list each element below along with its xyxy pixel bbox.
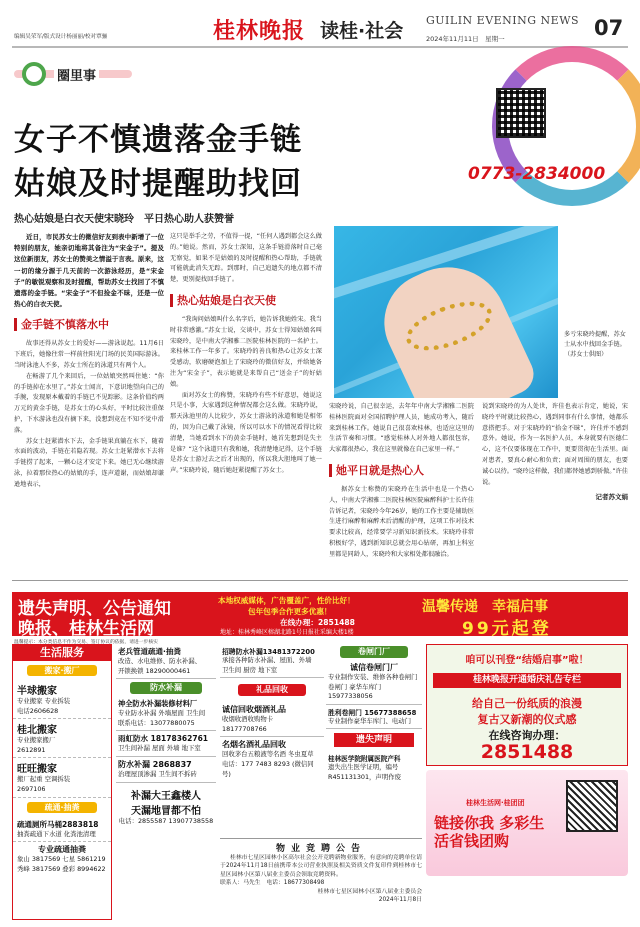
property-notice (220, 838, 422, 920)
article-paragraph: 故事还得从苏女士的爱好——游泳说起。11月6日下班后，她像往常一样前往阳光门场的民美国际游泳。当时泳池人不多，苏女士所在的泳道只有两个人。 (14, 340, 164, 370)
ring-icon (22, 62, 46, 86)
group-buy-top: 桂林生活网·桂团团 (466, 799, 525, 807)
group-buy-ad (426, 770, 628, 876)
wedding-line: 给自己一份纸质的浪漫 (472, 697, 582, 710)
hotline-number: 0773-2834000 (468, 164, 606, 184)
photo-caption: 多亏宋晓玲提醒，苏女士从水中找回金手链。（苏女士供图） (564, 331, 626, 358)
article-column-2 (170, 232, 322, 477)
ad-item: 神全防水补漏装修材料厂 专业防水补漏 外墙屋面 卫生间 联系电话：13077880075 (116, 697, 216, 731)
wedding-top: 咱可以刊登“结婚启事”啦！ (465, 655, 589, 666)
column-tag-label: 圈里事 (54, 65, 99, 84)
notice-date: 2024年11月8日 (378, 897, 422, 904)
roller-door-tag: 卷闸门厂 (340, 646, 408, 658)
group-buy-title: 链接你我 多彩生活省钱团购 (434, 814, 545, 850)
column-tag (14, 62, 132, 86)
article-column-4 (482, 402, 628, 501)
article-paragraph: 在畅游了几个来回后，一位姑娘突然叫住她：“你的手链掉在水里了。”苏女士闻言，下意识地望向自己的手腕，发现原本戴着的手链已不见踪影。这条价值约两万元的黄金手链，是苏女士的心头好，平时比较注重保护，下水游泳也没有摘下来，没想到竟在不知不觉中滑落。 (14, 372, 164, 434)
ad-item: 名烟名酒礼品回收 回收茅台五粮液等名酒 冬虫夏草 电话：177 7483 8293 (微信同号) (222, 740, 314, 778)
waterproof-tag: 防水补漏 (130, 682, 202, 694)
ad-item: 桂林医学院附属医院产科 遗失出生医学证明，编号 R451131301，声明作废 (328, 755, 401, 781)
section-heading-3: 她平日就是热心人 (329, 464, 474, 477)
ad-item: 专业疏通抽粪 象山 3817569 七星 5861219 秀峰 3817569 叠彩 8994622 (17, 845, 106, 873)
qr-code-icon[interactable] (496, 88, 546, 138)
article-column-1 (14, 232, 164, 491)
ad-item: 老兵管道疏通·抽粪 改造、水电维修、防水补漏、 开锁换锁 18290000461 (116, 644, 216, 679)
ad-item: 雨虹防水 18178362761 卫生间补漏 屋面 外墙 地下室 (116, 731, 216, 757)
article-lead: 近日，市民苏女士的微信好友到表中新增了一位特别的朋友，她亲切地将其备注为“宋金子”。提及这位新朋友，苏女士的赞美之情溢于言表。原来，这一切的缘分源于几天前的一次游泳经历，是“宋金子”的敏锐观察和及时提醒，帮助苏女士找回了不慎遗落的金手链。“宋金子”不但捡金不昧，还是一位热心的白衣天使。 (14, 233, 164, 309)
ad-item: 半球搬家 专业搬家 专业拆装 电话2606628 (13, 680, 111, 719)
notice-body: 桂林市七星区园林小区高尔社会公开竞聘新物业服务，有意向的竞聘单位请于2024年11月18日前携带本公司营业执照及相关资质文件复印件到桂林市七星区园林小区第八届业主委员会领取竞聘资料。 (220, 855, 422, 878)
headline-line-2: 姑娘及时提醒助找回 (14, 166, 302, 202)
notice-title: 物业竞聘公告 (275, 844, 366, 854)
article-paragraph: 苏女士赶紧潜水下去，金手链果真躺在水下，随着水面的波动，手链在若隐若现。苏女士赶紧潜水下去将手链捞了起来，一颗心这才安定下来。她已无心继续游泳，拉着那位热心的姑娘的手，连声道谢，而姑娘却谦逊地表示， (14, 437, 164, 488)
ad-column-3 (220, 644, 324, 834)
wedding-online: 在线咨询办理： (488, 729, 566, 742)
wedding-phone: 2851488 (480, 741, 574, 763)
editor-credits: 编辑吴荣军/版式设计杨丽丽/校对覃骊 (14, 34, 108, 40)
ad-item: 补漏大王鑫楼人 天漏地冒都不怕 电话：2855587 13907738558 (118, 790, 214, 825)
wedding-sub: 桂林晚报开通婚庆礼告专栏 (433, 673, 621, 688)
banner-center-line-1: 本地权威媒体，广告覆盖广，性价比好！ (218, 596, 355, 605)
ad-column-life-service (12, 644, 112, 920)
banner-notice: 温馨提示：本分类信息不作为交易、签订协议的依据，请进一步核实 (14, 640, 158, 645)
article-paragraph: 宋晓玲说，自己很幸运，去年年中南大学湘雅二医院桂林医院面对全国招聘护理人员，她成功考入，随后来到桂林工作。她说自己很喜欢桂林，也适应这里的生活节奏和习惯。“感觉桂林人对外地人都很包容，大家都很热心，我在这里就像在自己家里一样。” (329, 403, 474, 454)
ad-item: 诚信回收烟酒礼品 收烟收酒收购物卡 18177708766 (220, 702, 324, 737)
banner-left-title-1: 遗失声明、公告通知 (18, 599, 171, 619)
issue-date: 2024年11月11日 星期一 (426, 35, 505, 43)
headline-line-1: 女子不慎遗落金手链 (14, 122, 302, 158)
article-paragraph: “我询问姑娘叫什么名字后，她告诉我她姓宋。我当时非常感激。”苏女士说，交谈中，苏女士得知姑娘名叫宋晓玲，是中南大学湘雅二医院桂林医院的一名护士。来桂林工作一年多了。宋晓玲的善良和热心让苏女士深受感动，软磨硬泡加上了宋晓玲的微信好友，并给她备注为“宋金子”，表示她就是来帮自己“送金子”的好姑娘。 (170, 315, 322, 388)
banner-center-line-2: 包年包季合作更多优惠！ (248, 607, 332, 616)
masthead-rule (12, 46, 628, 48)
lost-notice-tag: 遗失声明 (334, 733, 414, 747)
section-heading-1: 金手链不慎落水中 (14, 318, 164, 331)
newspaper-logo: 桂林晚报 (213, 18, 306, 44)
notice-signer: 桂林市七星区园林小区第八届业主委员会 (317, 888, 422, 895)
ad-banner (12, 592, 628, 639)
wedding-line-2: 复古又新潮的仪式感 (477, 713, 577, 726)
ad-column-4 (326, 644, 422, 834)
article-photo (334, 226, 558, 398)
page-number: 07 (594, 16, 624, 40)
ad-item: 胜利卷闸门 15677388658 专业制作豪华车库门、电动门 (326, 705, 422, 730)
banner-address: 地址：桂林秀峰区榕湖北路1号日报社采编大楼1楼 (220, 629, 354, 636)
article-paragraph: 这只是举手之劳，不值得一提，“任何人遇到都会这么做的。”她说。然而，苏女士深知，这条手链滑落时自己毫无察觉，如果不是姑娘的及时提醒和热心帮助，手链就可能就此消失无踪。到那时，自己追遗失的地点都不清楚，更别提找回手链了。 (170, 233, 322, 284)
ad-item: 防水补漏 2868837 治理屋顶渗漏 卫生间不拆砖 (116, 757, 216, 783)
ad-item: 招聘防水补漏13481372200 承接各种防水补漏、屋面、外墙 卫生间 厨房 地下室 (220, 644, 324, 678)
english-name: GUILIN EVENING NEWS (426, 14, 580, 27)
group-buy-qr-icon[interactable] (566, 780, 618, 832)
banner-left-title-2: 晚报、桂林生活网 (18, 619, 154, 639)
hotline-graphic (462, 56, 634, 196)
section-heading-2: 热心姑娘是白衣天使 (170, 294, 322, 307)
move-tag: 搬家·搬厂 (27, 665, 97, 676)
subheadline: 热心姑娘是白衣天使宋晓玲 平日热心助人获赞誉 (14, 214, 234, 225)
ad-item: 旺旺搬家 搬厂起重 空调拆装 2697106 (13, 758, 111, 797)
gift-recycling-tag: 礼品回收 (238, 684, 306, 696)
article-paragraph: 面对苏女士的称赞，宋晓玲有些不好意思，她说这只是小事，大家遇到这种情况都会这么做。宋晓玲说，那天泳池里的人比较少，苏女士游泳的泳道和她是相邻的，因为自己戴了泳镜，所以可以水下的情况看得比较清楚，当她看到水下的黄金手链时，她首先想到是失主是谁？“这个泳道只有我和她，我清楚地记得，这个手链是苏女士游过去之后才出现的，所以我大胆地叫了她一声。”宋晓玲说，随后她赶紧提醒了苏女士。 (170, 391, 322, 475)
article-paragraph: 据苏女士称赞的宋晓玲在生活中也是一个热心人，中南大学湘雅二医院桂林医院麻醉科护士长许佳告诉记者，宋晓玲今年26岁，她的工作主要是辅助医生进行麻醉和麻醉术后清醒的护理，这项工作对技术要求比较高，经常要学习新知识新技术。宋晓玲非常积极好学，遇到新知识总就会用心钻研，再加上科室里都是同龄人，宋晓玲和大家相处都很融洽。 (329, 485, 474, 558)
byline: 记者苏文娟 (595, 493, 628, 502)
notice-contact: 联系人：马先生 电话：18677308498 (220, 880, 325, 887)
pipe-tag: 疏通·抽粪 (27, 802, 97, 813)
ad-column-2 (116, 644, 216, 920)
section-name: 读桂·社会 (320, 20, 404, 42)
banner-online: 在线办理：2851488 (280, 618, 355, 627)
article-column-3 (329, 402, 474, 561)
banner-right-title: 温馨传递 幸福启事 (422, 599, 548, 615)
article-bottom-rule (12, 580, 628, 581)
life-service-title: 生活服务 (13, 645, 111, 661)
wedding-notice-ad (426, 644, 628, 766)
ad-item: 疏通厕所马桶2883818 抽粪疏通下水道 化粪池清理 (13, 817, 111, 843)
ad-item: 诚信卷闸门厂 专业制作安装、维修各种卷闸门 卷闸门 豪华车库门15977338056 (326, 660, 422, 705)
banner-price: 99元起登 (462, 619, 552, 639)
ad-item: 桂北搬家 专业搬家搬厂 2612891 (13, 719, 111, 758)
article-paragraph: 说到宋晓玲的为人处世，许佳也表示肯定，她说，宋晓玲平时就比较热心，遇到同事有什么事情，她都乐意搭把手。对于宋晓玲的“拾金不昧”，许佳并不感到意外。她说，作为一名医护人员，本身就要有医德仁心，这不仅要体现在工作中，更要贯彻在生活里。面对患者，要真心耐心和负责；面对周围的朋友，也要诚心以待。“晓玲这样做，我们都替她感到骄傲。”许佳说。 (482, 403, 628, 486)
